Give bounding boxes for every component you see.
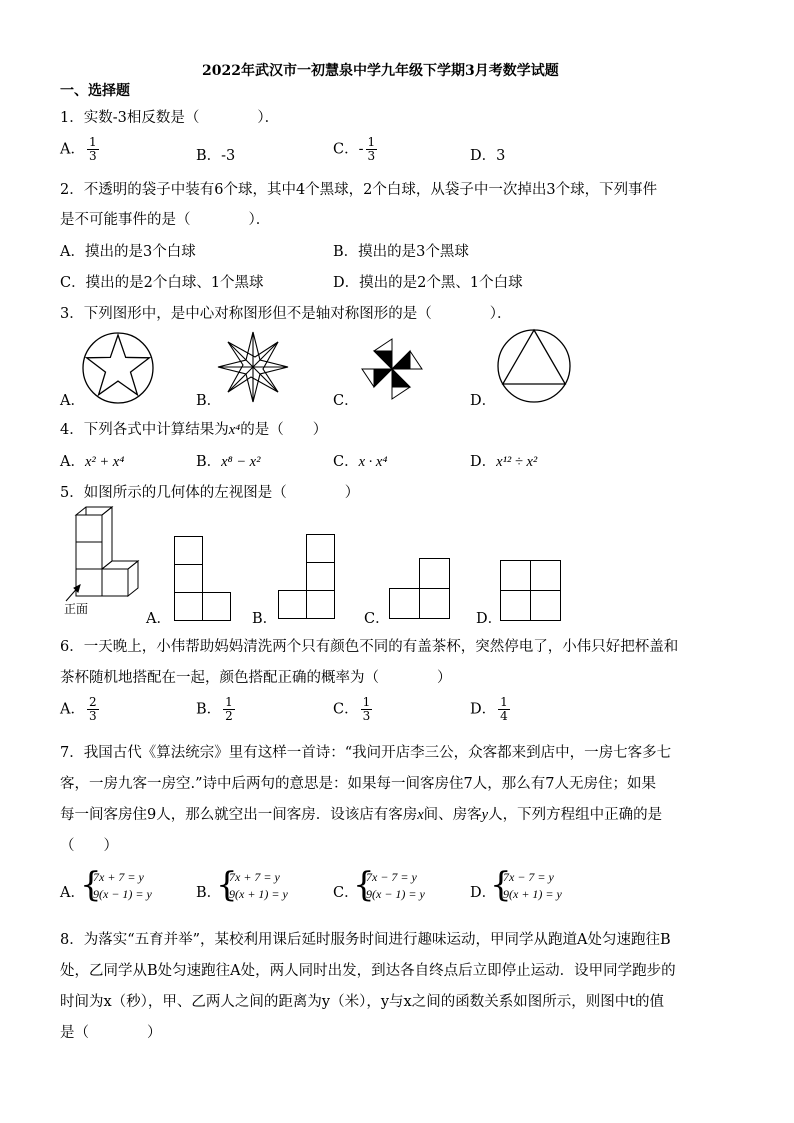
q5-view-a bbox=[174, 536, 234, 621]
q4-option-d: D．x¹² ÷ x² bbox=[470, 454, 538, 470]
q2-option-b: B．摸出的是3个黑球 bbox=[333, 244, 469, 260]
q8-line-2: 处，乙同学从B处匀速跑往A处，两人同时出发，到达各自终点后立即停止运动．设甲同学跑步的 bbox=[60, 963, 676, 979]
q5-view-b bbox=[278, 534, 338, 622]
q7-line-3: 每一间客房住9人，那么就空出一间客房．设该店有客房x间、房客y人，下列方程组中正确的是 bbox=[60, 807, 663, 823]
section-heading: 一、选择题 bbox=[60, 83, 130, 99]
q7-option-b-label: B． bbox=[196, 885, 222, 901]
q4-stem: 4．下列各式中计算结果为x⁴的是（ ） bbox=[60, 422, 328, 438]
q8-line-1: 8．为落实“五育并举”，某校利用课后延时服务时间进行趣味运动，甲同学从跑道A处匀速跑往B bbox=[60, 932, 671, 948]
q7-option-c-system: 7x − 7 = y 9(x − 1) = y bbox=[366, 870, 425, 901]
q6-option-c: C． $\frac{1}{3}$ bbox=[333, 695, 371, 723]
q1-option-d: D．3 bbox=[470, 148, 506, 164]
q2-option-c: C．摸出的是2个白球、1个黑球 bbox=[60, 275, 264, 291]
q6-line-2: 茶杯随机地搭配在一起，颜色搭配正确的概率为（ ） bbox=[60, 670, 452, 686]
q7-option-a-system: 7x + 7 = y 9(x − 1) = y bbox=[93, 870, 152, 901]
fraction: $\frac{1}{3}$ bbox=[88, 135, 97, 163]
q6-line-1: 6．一天晚上，小伟帮助妈妈清洗两个只有颜色不同的有盖茶杯，突然停电了，小伟只好把杯盖和 bbox=[60, 639, 679, 655]
q3-option-d: D． bbox=[470, 393, 497, 409]
q7-option-d-label: D． bbox=[470, 885, 497, 901]
q8-line-4: 是（ ） bbox=[60, 1025, 162, 1041]
q4-option-a: A．x² + x⁴ bbox=[60, 454, 125, 470]
q5-option-c: C． bbox=[364, 611, 390, 627]
q5-view-d bbox=[500, 560, 562, 622]
q5-stem: 5．如图所示的几何体的左视图是（ ） bbox=[60, 485, 360, 501]
fraction: $\frac{1}{2}$ bbox=[225, 695, 233, 723]
q7-line-4: （ ） bbox=[60, 838, 118, 854]
q4-option-b: B．x⁸ − x² bbox=[196, 454, 261, 470]
q1-option-a bbox=[60, 136, 101, 163]
pinwheel-figure bbox=[360, 337, 424, 401]
q3-option-c: C． bbox=[333, 393, 359, 409]
q7-option-b-system: 7x + 7 = y 9(x + 1) = y bbox=[229, 870, 288, 901]
q2-option-d: D．摸出的是2个黑、1个白球 bbox=[333, 275, 523, 291]
q7-option-c-label: C． bbox=[333, 885, 359, 901]
q7-line-2: 客，一房九客一房空.”诗中后两句的意思是：如果每一间客房住7人，那么有7人无房住；如果 bbox=[60, 776, 656, 792]
q7-option-a-label: A． bbox=[60, 885, 85, 901]
q3-option-b: B． bbox=[196, 393, 222, 409]
q2-line-2: 是不可能事件的是（ ）． bbox=[60, 212, 271, 228]
q5-view-c bbox=[389, 558, 451, 620]
compass-star-figure bbox=[216, 330, 290, 404]
fraction: $\frac{1}{4}$ bbox=[500, 695, 508, 723]
option-label: C． bbox=[333, 141, 359, 158]
circle-star-figure bbox=[80, 330, 156, 406]
fraction: $\frac{1}{3}$ bbox=[362, 695, 371, 723]
q8-line-3: 时间为x（秒），甲、乙两人之间的距离为y（米），y与x之间的函数关系如图所示，则图中t的值 bbox=[60, 994, 665, 1010]
fraction: $\frac{2}{3}$ bbox=[88, 695, 97, 723]
q5-option-d: D． bbox=[476, 611, 503, 627]
brace-icon: { bbox=[216, 865, 238, 905]
brace-icon: { bbox=[80, 865, 102, 905]
q3-stem: 3．下列图形中，是中心对称图形但不是轴对称图形的是（ ）． bbox=[60, 306, 512, 322]
circle-triangle-figure bbox=[496, 328, 572, 404]
q6-option-a: A． $\frac{2}{3}$ bbox=[60, 695, 97, 723]
q5-option-b: B． bbox=[252, 611, 278, 627]
q2-line-1: 2．不透明的袋子中装有6个球，其中4个黑球，2个白球，从袋子中一次掉出3个球，下列事件 bbox=[60, 182, 658, 198]
q1-option-c: C．- $\frac{1}{3}$ bbox=[333, 135, 376, 163]
q6-option-b: B． $\frac{1}{2}$ bbox=[196, 695, 233, 723]
front-view-label: 正面 bbox=[64, 602, 89, 616]
q1-stem: 1．实数-3相反数是（ ）． bbox=[60, 110, 280, 126]
brace-icon: { bbox=[490, 865, 512, 905]
q7-line-1: 7．我国古代《算法统宗》里有这样一首诗：“我问开店李三公，众客都来到店中，一房七客多七 bbox=[60, 745, 672, 761]
q7-option-d-system: 7x − 7 = y 9(x + 1) = y bbox=[503, 870, 562, 901]
fraction: $\frac{1}{3}$ bbox=[367, 135, 376, 163]
q3-option-a: A． bbox=[60, 393, 85, 409]
q5-option-a: A． bbox=[146, 611, 171, 627]
brace-icon: { bbox=[353, 865, 375, 905]
q6-option-d: D． $\frac{1}{4}$ bbox=[470, 695, 508, 723]
page-title: 2022年武汉市一初慧泉中学九年级下学期3月考数学试题 bbox=[202, 63, 559, 79]
option-label: A． bbox=[60, 141, 85, 158]
q2-option-a: A．摸出的是3个白球 bbox=[60, 244, 196, 260]
q4-option-c: C．x · x⁴ bbox=[333, 454, 388, 470]
q1-option-b: B．-3 bbox=[196, 148, 236, 164]
